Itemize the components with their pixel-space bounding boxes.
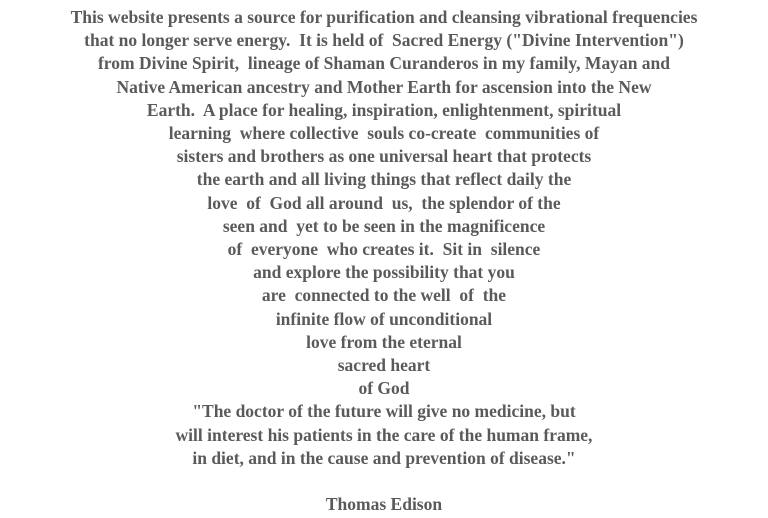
body-line: from Divine Spirit, lineage of Shaman Curanderos in my family, Mayan and [97, 53, 671, 74]
body-line: and explore the possibility that you [253, 262, 515, 283]
body-line: that no longer serve energy. It is held of Sacred Energy ("Divine Intervention") [84, 30, 684, 51]
body-line: love of God all around us, the splendor of the [207, 192, 561, 213]
body-line: love from the eternal [306, 331, 462, 352]
body-line: This website presents a source for purification and cleansing vibrational frequencies [70, 7, 698, 27]
body-line: seen and yet to be seen in the magnificence [222, 215, 546, 236]
body-line: are connected to the well of the [261, 285, 507, 306]
main-text-block [0, 6, 768, 516]
body-line: Native American ancestry and Mother Earth for ascension into the New [116, 76, 652, 97]
body-line: of everyone who creates it. Sit in silence [227, 239, 541, 260]
body-line: sacred heart [337, 355, 431, 376]
quote-line: in diet, and in the cause and prevention of disease." [192, 447, 576, 468]
body-line: Earth. A place for healing, inspiration, enlightenment, spiritual [146, 99, 622, 120]
quote-author: Thomas Edison [325, 494, 443, 515]
body-line: of God [358, 378, 410, 399]
body-line: sisters and brothers as one universal heart that protects [176, 146, 592, 167]
quote-spacer [0, 470, 768, 493]
quote-line: will interest his patients in the care of the human frame, [175, 424, 593, 445]
quote-line: "The doctor of the future will give no medicine, but [192, 401, 576, 422]
body-line: infinite flow of unconditional [275, 308, 493, 329]
body-line: the earth and all living things that reflect daily the [196, 169, 572, 190]
body-line: learning where collective souls co-create communities of [168, 123, 600, 144]
